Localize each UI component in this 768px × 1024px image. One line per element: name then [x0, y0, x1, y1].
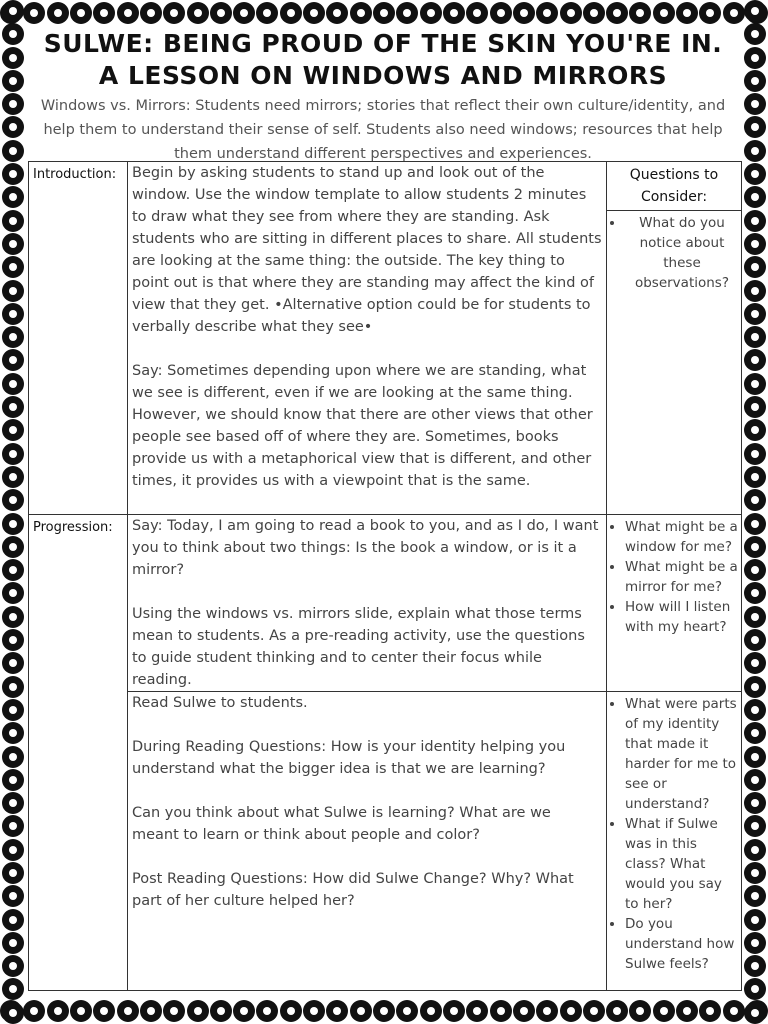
border-circle-icon: [187, 1000, 209, 1022]
border-circle-icon: [744, 303, 766, 325]
questions-header: Questions to Consider:: [607, 162, 741, 211]
border-circle-icon: [47, 1000, 69, 1022]
border-circle-icon: [23, 2, 45, 24]
border-circle-icon: [744, 47, 766, 69]
list-item: • How will I listen with my heart?: [625, 597, 739, 637]
border-circle-icon: [163, 2, 185, 24]
border-circle-icon: [2, 839, 24, 861]
border-circle-icon: [2, 629, 24, 651]
border-circle-icon: [2, 862, 24, 884]
border-circle-icon: [210, 2, 232, 24]
lesson-page: [28, 26, 738, 994]
introduction-questions: [607, 162, 742, 515]
border-circle-icon: [744, 536, 766, 558]
reading-paragraph-4: Post Reading Questions: How did Sulwe Change? Why? What part of her culture helped her?: [132, 871, 574, 909]
border-circle-icon: [744, 792, 766, 814]
border-circle-icon: [699, 1000, 721, 1022]
border-circle-icon: [350, 1000, 372, 1022]
border-circle-icon: [744, 489, 766, 511]
border-circle-icon: [744, 210, 766, 232]
border-circle-icon: [140, 1000, 162, 1022]
border-circle-icon: [256, 2, 278, 24]
border-circle-icon: [233, 1000, 255, 1022]
border-circle-icon: [583, 2, 605, 24]
border-circle-icon: [744, 629, 766, 651]
border-circle-icon: [2, 978, 24, 1000]
border-circle-icon: [443, 2, 465, 24]
table-row-progression: [29, 515, 742, 692]
border-circle-icon: [744, 955, 766, 977]
border-circle-icon: [744, 116, 766, 138]
border-circle-icon: [744, 349, 766, 371]
border-circle-icon: [744, 23, 766, 45]
border-circle-icon: [2, 909, 24, 931]
border-circle-icon: [420, 1000, 442, 1022]
border-circle-icon: [744, 280, 766, 302]
border-circle-icon: [744, 885, 766, 907]
border-circle-icon: [23, 1000, 45, 1022]
introduction-body: [128, 162, 607, 515]
border-circle-icon: [2, 792, 24, 814]
border-circle-icon: [744, 140, 766, 162]
border-circle-icon: [744, 326, 766, 348]
border-circle-icon: [2, 443, 24, 465]
border-circle-icon: [2, 116, 24, 138]
progression-question-list: [607, 515, 741, 637]
border-circle-icon: [2, 746, 24, 768]
title-line-2: A LESSON ON WINDOWS AND MIRRORS: [98, 61, 668, 90]
border-circle-icon: [583, 1000, 605, 1022]
border-circle-icon: [744, 559, 766, 581]
border-circle-icon: [744, 466, 766, 488]
border-circle-icon: [2, 186, 24, 208]
decorative-border-right: [742, 0, 768, 1024]
lesson-table: [28, 161, 742, 991]
reading-paragraph-3: Can you think about what Sulwe is learning? What are we meant to learn or think about people and color?: [132, 805, 551, 843]
border-circle-icon: [560, 1000, 582, 1022]
border-circle-icon: [653, 1000, 675, 1022]
border-circle-icon: [2, 885, 24, 907]
border-circle-icon: [653, 2, 675, 24]
title-line-1: SULWE: BEING PROUD OF THE SKIN YOU'RE IN.: [43, 29, 723, 58]
border-circle-icon: [2, 256, 24, 278]
border-circle-icon: [536, 1000, 558, 1022]
intro-paragraph: Windows vs. Mirrors: Students need mirrors; stories that reflect their own culture/identity, and help them to understand their sense of self. Students also need windows; resources that help them understand different perspectives and experiences.: [40, 98, 726, 162]
border-circle-icon: [744, 163, 766, 185]
reading-paragraph-1: Read Sulwe to students.: [132, 695, 308, 711]
border-circle-icon: [536, 2, 558, 24]
reading-paragraph-2: During Reading Questions: How is your identity helping you understand what the bigger idea is that we are learning?: [132, 739, 566, 777]
introduction-paragraph-2: Say: Sometimes depending upon where we are standing, what we see is different, even if we are looking at the same thing. However, we should know that there are other views that other people see based off of where they are. Sometimes, books provide us with a metaphorical view that is different, and other times, it provides us with a viewpoint that is the same.: [132, 363, 593, 489]
progression-paragraph-1: Say: Today, I am going to read a book to you, and as I do, I want you to think about two things: Is the book a window, or is it a mirror?: [132, 518, 599, 578]
border-circle-icon: [744, 0, 766, 22]
table-row-introduction: [29, 162, 742, 515]
border-circle-icon: [2, 699, 24, 721]
border-circle-icon: [2, 280, 24, 302]
border-circle-icon: [2, 652, 24, 674]
border-circle-icon: [2, 676, 24, 698]
reading-question-list: [607, 692, 741, 974]
list-item: • What might be a mirror for me?: [625, 557, 739, 597]
border-circle-icon: [326, 2, 348, 24]
border-circle-icon: [744, 70, 766, 92]
decorative-border-left: [0, 0, 26, 1024]
border-circle-icon: [373, 1000, 395, 1022]
border-circle-icon: [744, 676, 766, 698]
border-circle-icon: [744, 652, 766, 674]
list-item: • What might be a window for me?: [625, 517, 739, 557]
table-row-reading: [29, 692, 742, 991]
border-circle-icon: [2, 955, 24, 977]
border-circle-icon: [699, 2, 721, 24]
border-circle-icon: [2, 373, 24, 395]
border-circle-icon: [513, 1000, 535, 1022]
border-circle-icon: [676, 2, 698, 24]
border-circle-icon: [744, 93, 766, 115]
border-circle-icon: [117, 2, 139, 24]
border-circle-icon: [2, 233, 24, 255]
border-circle-icon: [210, 1000, 232, 1022]
border-circle-icon: [396, 1000, 418, 1022]
reading-questions: [607, 692, 742, 991]
border-circle-icon: [2, 93, 24, 115]
border-circle-icon: [744, 582, 766, 604]
border-circle-icon: [744, 815, 766, 837]
border-circle-icon: [744, 373, 766, 395]
border-circle-icon: [350, 2, 372, 24]
border-circle-icon: [744, 443, 766, 465]
border-circle-icon: [93, 1000, 115, 1022]
border-circle-icon: [280, 1000, 302, 1022]
border-circle-icon: [420, 2, 442, 24]
border-circle-icon: [2, 326, 24, 348]
list-item: • What do you notice about these observations?: [625, 213, 739, 293]
border-circle-icon: [744, 186, 766, 208]
border-circle-icon: [70, 1000, 92, 1022]
border-circle-icon: [93, 2, 115, 24]
border-circle-icon: [744, 396, 766, 418]
border-circle-icon: [676, 1000, 698, 1022]
border-circle-icon: [117, 1000, 139, 1022]
border-circle-icon: [2, 513, 24, 535]
border-circle-icon: [2, 932, 24, 954]
border-circle-icon: [2, 419, 24, 441]
border-circle-icon: [2, 0, 24, 22]
border-circle-icon: [744, 699, 766, 721]
border-circle-icon: [303, 2, 325, 24]
border-circle-icon: [443, 1000, 465, 1022]
border-circle-icon: [629, 1000, 651, 1022]
row-label-progression: Progression:: [29, 515, 128, 991]
border-circle-icon: [2, 1002, 24, 1024]
border-circle-icon: [560, 2, 582, 24]
border-circle-icon: [744, 722, 766, 744]
page-title: [28, 28, 738, 92]
border-circle-icon: [2, 140, 24, 162]
list-item: • What if Sulwe was in this class? What would you say to her?: [625, 814, 739, 914]
border-circle-icon: [280, 2, 302, 24]
border-circle-icon: [2, 210, 24, 232]
border-circle-icon: [2, 466, 24, 488]
border-circle-icon: [466, 1000, 488, 1022]
progression-paragraph-2: Using the windows vs. mirrors slide, explain what those terms mean to students. As a pre-reading activity, use the questions to guide student thinking and to center their focus while reading.: [132, 606, 585, 688]
border-circle-icon: [373, 2, 395, 24]
border-circle-icon: [2, 769, 24, 791]
border-circle-icon: [163, 1000, 185, 1022]
border-circle-icon: [744, 419, 766, 441]
border-circle-icon: [606, 1000, 628, 1022]
decorative-border-top: [0, 0, 768, 26]
border-circle-icon: [2, 582, 24, 604]
border-circle-icon: [2, 606, 24, 628]
border-circle-icon: [396, 2, 418, 24]
border-circle-icon: [744, 513, 766, 535]
introduction-paragraph-1: Begin by asking students to stand up and look out of the window. Use the window template to allow students 2 minutes to draw what they see from where they are standing. Ask students who are sitting in different places to share. All students are looking at the same thing: the outside. The key thing to point out is that where they are standing may affect the kind of view that they get. •Alternative option could be for students to verbally describe what they see•: [132, 165, 602, 335]
border-circle-icon: [744, 862, 766, 884]
border-circle-icon: [629, 2, 651, 24]
border-circle-icon: [744, 839, 766, 861]
border-circle-icon: [744, 746, 766, 768]
border-circle-icon: [744, 606, 766, 628]
decorative-border-bottom: [0, 998, 768, 1024]
border-circle-icon: [2, 722, 24, 744]
border-circle-icon: [606, 2, 628, 24]
border-circle-icon: [2, 349, 24, 371]
border-circle-icon: [744, 932, 766, 954]
border-circle-icon: [233, 2, 255, 24]
list-item: • What were parts of my identity that made it harder for me to see or understand?: [625, 694, 739, 814]
introduction-question-list: [607, 211, 741, 293]
progression-body: [128, 515, 607, 692]
border-circle-icon: [2, 815, 24, 837]
border-circle-icon: [744, 1002, 766, 1024]
progression-questions: [607, 515, 742, 692]
border-circle-icon: [466, 2, 488, 24]
border-circle-icon: [2, 489, 24, 511]
border-circle-icon: [2, 47, 24, 69]
border-circle-icon: [2, 536, 24, 558]
border-circle-icon: [303, 1000, 325, 1022]
border-circle-icon: [744, 256, 766, 278]
border-circle-icon: [2, 23, 24, 45]
list-item: • Do you understand how Sulwe feels?: [625, 914, 739, 974]
border-circle-icon: [2, 70, 24, 92]
border-circle-icon: [2, 396, 24, 418]
border-circle-icon: [326, 1000, 348, 1022]
border-circle-icon: [744, 233, 766, 255]
border-circle-icon: [47, 2, 69, 24]
border-circle-icon: [140, 2, 162, 24]
border-circle-icon: [2, 559, 24, 581]
reading-body: [128, 692, 607, 991]
border-circle-icon: [70, 2, 92, 24]
border-circle-icon: [2, 303, 24, 325]
border-circle-icon: [513, 2, 535, 24]
border-circle-icon: [256, 1000, 278, 1022]
border-circle-icon: [2, 163, 24, 185]
border-circle-icon: [744, 978, 766, 1000]
border-circle-icon: [744, 769, 766, 791]
border-circle-icon: [744, 909, 766, 931]
row-label-introduction: Introduction:: [29, 162, 128, 515]
border-circle-icon: [490, 2, 512, 24]
border-circle-icon: [187, 2, 209, 24]
border-circle-icon: [490, 1000, 512, 1022]
